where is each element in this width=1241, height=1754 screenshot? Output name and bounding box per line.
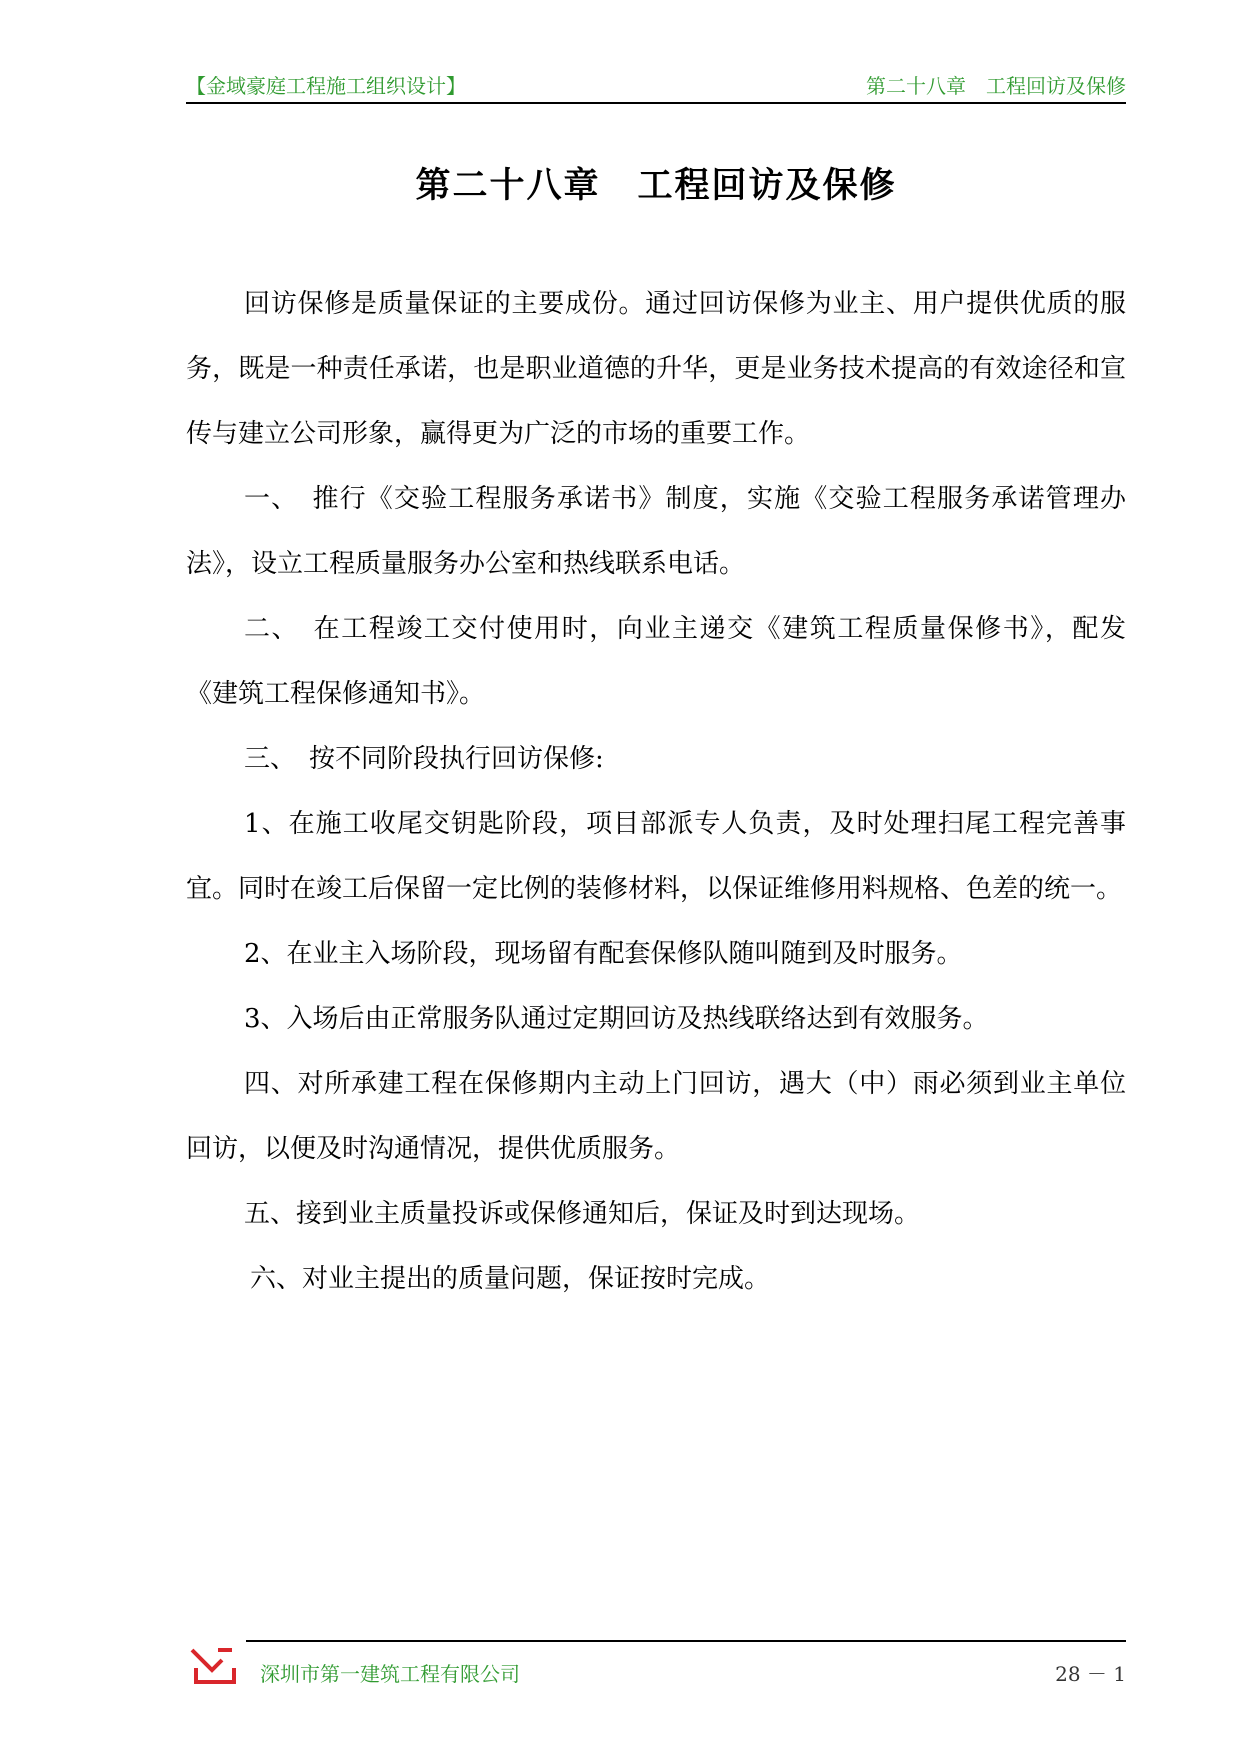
paragraph: 五、接到业主质量投诉或保修通知后，保证及时到达现场。 xyxy=(244,1199,921,1229)
chapter-body xyxy=(186,272,1126,1312)
paragraph: 四、对所承建工程在保修期内主动上门回访，遇大（中）雨必须到业主单位回访，以便及时沟通情况，提供优质服务。 xyxy=(186,1069,1126,1164)
paragraph: 3、入场后由正常服务队通过定期回访及热线联络达到有效服务。 xyxy=(244,1004,989,1034)
chapter-title: 第二十八章 工程回访及保修 xyxy=(415,165,897,206)
page-number: 28 － 1 xyxy=(1055,1662,1126,1686)
company-logo-icon xyxy=(188,1646,240,1686)
header-chapter-title: 第二十八章 工程回访及保修 xyxy=(866,74,1126,98)
paragraph: 六、对业主提出的质量问题，保证按时完成。 xyxy=(250,1264,771,1294)
paragraph: 三、 按不同阶段执行回访保修: xyxy=(244,744,604,774)
paragraph: 一、 推行《交验工程服务承诺书》制度，实施《交验工程服务承诺管理办法》，设立工程质量服务办公室和热线联系电话。 xyxy=(186,484,1126,579)
paragraph: 二、 在工程竣工交付使用时，向业主递交《建筑工程质量保修书》，配发《建筑工程保修通知书》。 xyxy=(186,614,1126,709)
header-document-title: 【金域豪庭工程施工组织设计】 xyxy=(186,74,466,98)
footer-company-name: 深圳市第一建筑工程有限公司 xyxy=(260,1662,520,1686)
page-header xyxy=(186,62,1126,104)
paragraph: 2、在业主入场阶段，现场留有配套保修队随叫随到及时服务。 xyxy=(244,939,963,969)
paragraph: 1、在施工收尾交钥匙阶段，项目部派专人负责，及时处理扫尾工程完善事宜。同时在竣工后保留一定比例的装修材料，以保证维修用料规格、色差的统一。 xyxy=(186,809,1126,904)
paragraph: 回访保修是质量保证的主要成份。通过回访保修为业主、用户提供优质的服务，既是一种责任承诺，也是职业道德的升华，更是业务技术提高的有效途径和宣传与建立公司形象，赢得更为广泛的市场的重要工作。 xyxy=(186,289,1126,449)
page-footer xyxy=(186,1640,1126,1700)
footer-divider xyxy=(246,1640,1126,1642)
